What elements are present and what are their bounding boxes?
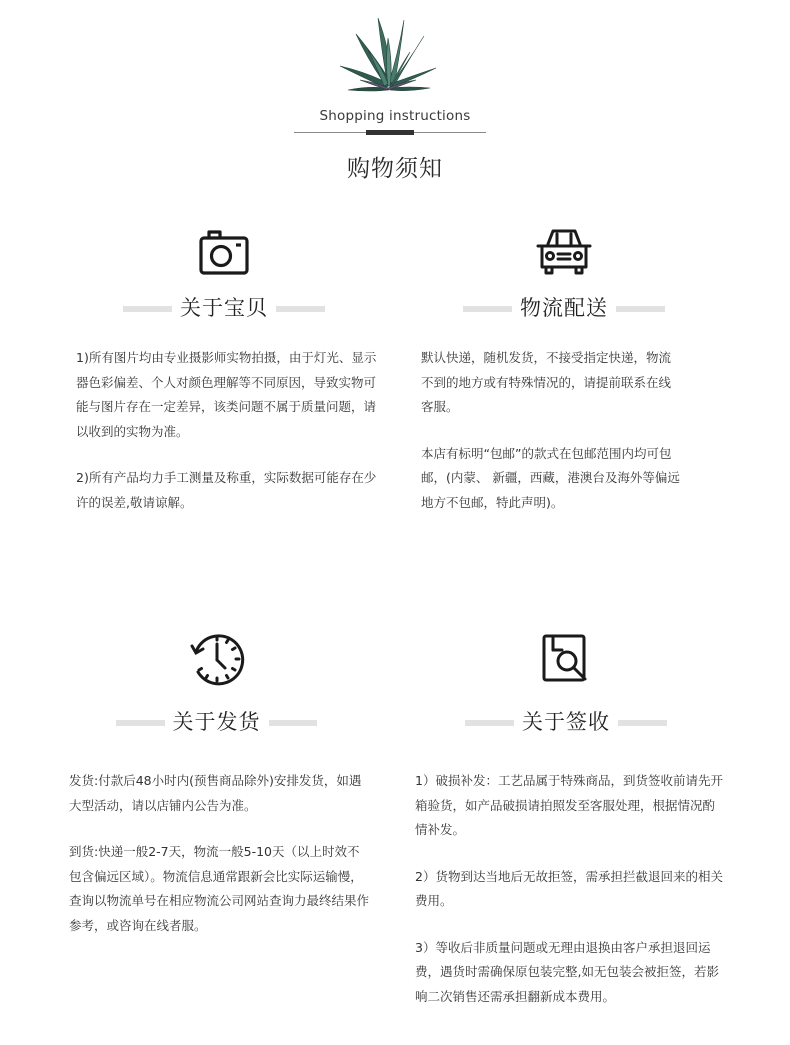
section-title-logistics: 物流配送 — [512, 290, 616, 326]
receipt-paragraph-1: 1）破损补发：工艺品属于特殊商品，到货签收前请先开箱验货，如产品破损请拍照发至客服处理，根据情况酌情补发。 — [415, 773, 723, 837]
header-subtitle: Shopping instructions — [319, 108, 471, 124]
section-title-about-item: 关于宝贝 — [172, 290, 276, 326]
section-body-logistics — [421, 346, 681, 515]
logistics-paragraph-1: 默认快递，随机发货，不接受指定快递，物流不到的地方或有特殊情况的，请提前联系在线客服。 — [421, 350, 672, 414]
section-body-shipping — [69, 769, 369, 938]
shipping-paragraph-1: 发货:付款后48小时内(预售商品除外)安排发货，如遇大型活动，请以店铺内公告为准。 — [69, 773, 362, 813]
camera-icon — [196, 224, 252, 280]
section-heading-about-item — [123, 290, 325, 326]
section-heading-receipt — [465, 704, 667, 740]
agave-plant-icon — [338, 14, 438, 94]
section-body-receipt — [415, 769, 723, 1009]
clock-icon — [188, 630, 246, 688]
car-icon — [536, 224, 592, 280]
about-item-paragraph-1: 1)所有图片均由专业摄影师实物拍摄，由于灯光、显示器色彩偏差、个人对颜色理解等不同原因，导致实物可能与图片存在一定差异，该类问题不属于质量问题，请以收到的实物为准。 — [76, 350, 377, 439]
receipt-paragraph-3: 3）等收后非质量问题或无理由退换由客户承担退回运费，遇货时需确保原包装完整,如无包装会被拒签，若影响二次销售还需承担翻新成本费用。 — [415, 939, 719, 1004]
section-title-shipping: 关于发货 — [165, 704, 269, 740]
inspect-icon — [540, 632, 592, 684]
header-divider-accent — [366, 130, 414, 135]
section-heading-shipping — [116, 704, 317, 740]
section-heading-logistics — [463, 290, 665, 326]
logistics-paragraph-2: 本店有标明“包邮”的款式在包邮范围内均可包邮，(内蒙、 新疆，西藏，港澳台及海外等偏远地方不包邮，特此声明)。 — [421, 445, 680, 510]
section-body-about-item — [76, 346, 380, 515]
page-title: 购物须知 — [347, 156, 443, 182]
receipt-paragraph-2: 2）货物到达当地后无故拒签，需承担拦截退回来的相关费用。 — [415, 868, 723, 908]
shipping-paragraph-2: 到货:快递一般2-7天，物流一般5-10天（以上时效不包含偏远区域）。物流信息通常跟新会比实际运输慢，查询以物流单号在相应物流公司网站查询力最终结果作参考，或咨询在线者服。 — [69, 844, 370, 933]
section-title-receipt: 关于签收 — [514, 704, 618, 740]
about-item-paragraph-2: 2)所有产品均力手工测量及称重，实际数据可能存在少许的误差,敬请谅解。 — [76, 470, 377, 510]
